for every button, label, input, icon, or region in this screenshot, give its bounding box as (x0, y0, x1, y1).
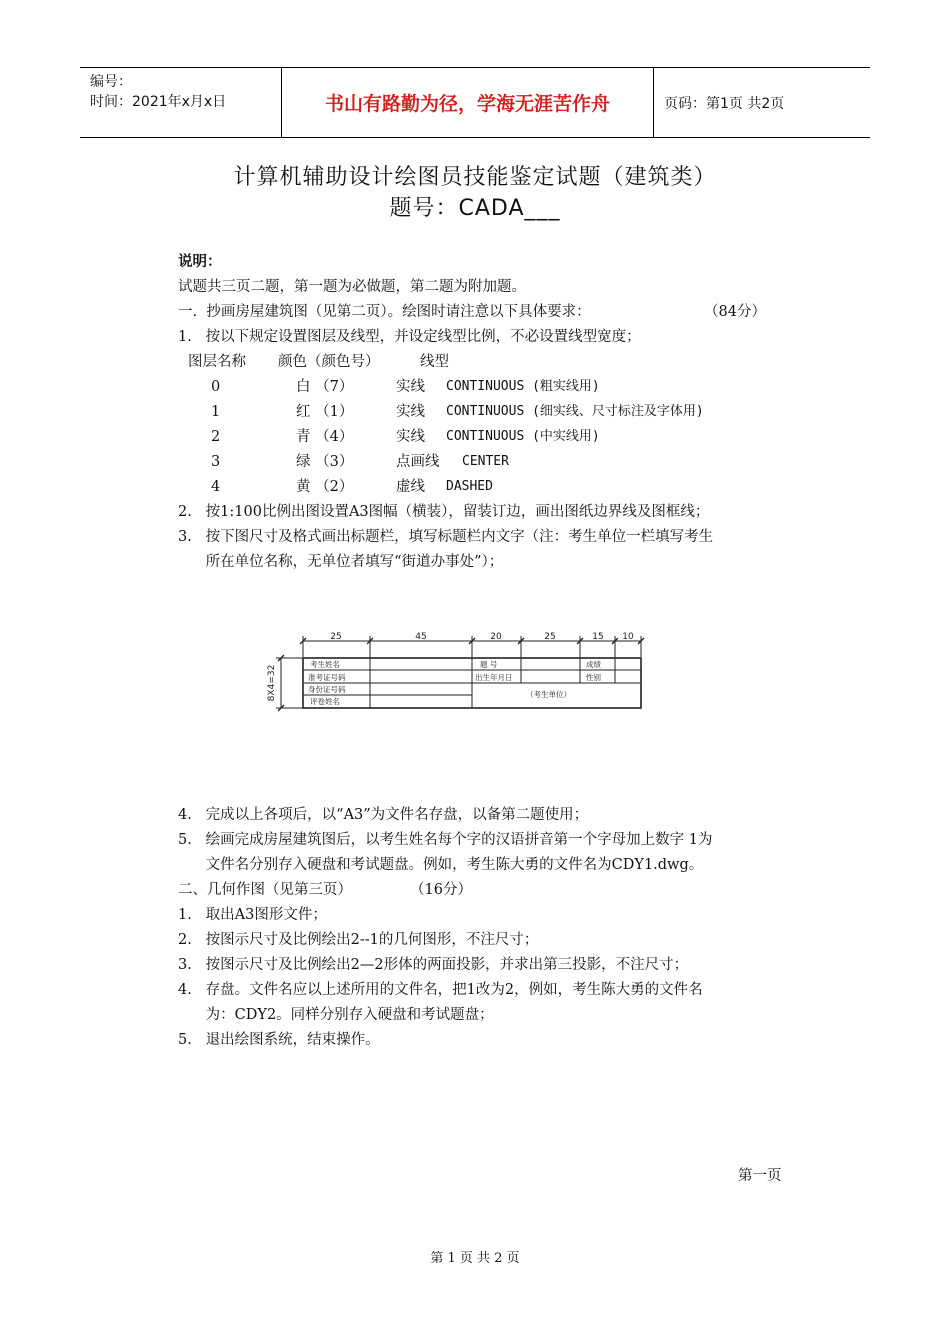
section1-heading: 一. 抄画房屋建筑图（见第二页）。绘图时请注意以下具体要求： (178, 304, 591, 320)
section1-item5-cont: 文件名分别存入硬盘和考试题盘。例如，考生陈大勇的文件名为CDY1.dwg。 (178, 857, 704, 873)
dim-25a: 25 (330, 632, 342, 642)
layer-color: 红 （1） (296, 404, 354, 420)
section1-item3: 3. 按下图尺寸及格式画出标题栏，填写标题栏内文字（注：考生单位一栏填写考生 (178, 529, 714, 545)
section2-item5: 5. 退出绘图系统，结束操作。 (178, 1032, 380, 1048)
page-footer: 第 1 页 共 2 页 (430, 1251, 520, 1266)
dim-height: 8X4=32 (267, 664, 277, 702)
layer-id: 4 (211, 479, 221, 495)
section1-item4: 4. 完成以上各项后，以“A3”为文件名存盘，以备第二题使用； (178, 807, 589, 823)
note-label: 说明： (178, 254, 222, 270)
section2-item4: 4. 存盘。文件名应以上述所用的文件名，把1改为2，例如，考生陈大勇的文件名 (178, 982, 703, 998)
tb-idcard-label: 身份证号码 (308, 685, 346, 694)
layer-color: 黄 （2） (296, 479, 354, 495)
tb-unit-label: （考生单位） (526, 690, 571, 699)
layer-kind: 实线 (396, 379, 425, 395)
layer-header-type: 线型 (420, 354, 449, 370)
section1-item1: 1. 按以下规定设置图层及线型，并设定线型比例，不必设置线型宽度； (178, 329, 641, 345)
layer-kind: 点画线 (396, 454, 440, 470)
layer-id: 1 (211, 404, 221, 420)
dim-25b: 25 (544, 632, 556, 642)
dim-20: 20 (490, 632, 502, 642)
header-table (80, 67, 870, 138)
layer-kind: 虚线 (396, 479, 425, 495)
layer-color: 绿 （3） (296, 454, 354, 470)
section1-item3-cont: 所在单位名称，无单位者填写“街道办事处”）； (178, 554, 504, 570)
section2-item3: 3. 按图示尺寸及比例绘出2—2形体的两面投影，并求出第三投影，不注尺寸； (178, 957, 689, 973)
page-title: 计算机辅助设计绘图员技能鉴定试题（建筑类） (233, 165, 717, 190)
layer-color: 白 （7） (296, 379, 354, 395)
section1-item2: 2. 按1:100比例出图设置A3图幅（横装），留装订边，画出图纸边界线及图框线； (178, 504, 710, 520)
question-number: 题号：CADA___ (389, 196, 561, 221)
section2-heading: 二、几何作图（见第三页） (178, 882, 352, 898)
date-label: 时间：2021年x月x日 (90, 94, 227, 110)
header-left-cell (80, 68, 281, 137)
tb-sex-label: 性别 (586, 673, 601, 682)
layer-id: 0 (211, 379, 221, 395)
page-mark: 第一页 (738, 1168, 782, 1184)
dim-45: 45 (415, 632, 427, 642)
page-info: 页码：第1页 共2页 (664, 95, 785, 112)
section2-item4-cont: 为：CDY2。同样分别存入硬盘和考试题盘； (178, 1007, 494, 1023)
code-label: 编号： (90, 74, 132, 90)
layer-header-name: 图层名称 (188, 354, 246, 370)
layer-kind: 实线 (396, 429, 425, 445)
dim-10: 10 (622, 632, 634, 642)
layer-linetype: CENTER (462, 454, 509, 469)
tb-exam-id-label: 准考证号码 (308, 673, 346, 682)
layer-linetype: CONTINUOUS (细实线、尺寸标注及字体用) (446, 404, 704, 419)
section2-item1: 1. 取出A3图形文件； (178, 907, 327, 923)
layer-color: 青 （4） (296, 429, 354, 445)
layer-kind: 实线 (396, 404, 425, 420)
tb-grader-label: 评卷姓名 (310, 697, 340, 706)
tb-name-label: 考生姓名 (310, 660, 340, 669)
layer-linetype: CONTINUOUS (中实线用) (446, 429, 600, 444)
section2-item2: 2. 按图示尺寸及比例绘出2--1的几何图形，不注尺寸； (178, 932, 539, 948)
dim-15: 15 (592, 632, 604, 642)
motto: 书山有路勤为径，学海无涯苦作舟 (281, 68, 654, 137)
tb-birth-label: 出生年月日 (475, 673, 513, 682)
layer-linetype: DASHED (446, 479, 493, 494)
layer-header-color: 颜色（颜色号） (278, 354, 380, 370)
note-text: 试题共三页二题，第一题为必做题，第二题为附加题。 (178, 279, 526, 295)
layer-id: 3 (211, 454, 221, 470)
section1-item5: 5. 绘画完成房屋建筑图后，以考生姓名每个字的汉语拼音第一个字母加上数字 1为 (178, 832, 713, 848)
layer-id: 2 (211, 429, 221, 445)
section2-score: （16分） (410, 882, 472, 898)
section1-score: （84分） (704, 304, 766, 320)
tb-question-label: 题 号 (480, 660, 498, 669)
tb-score-label: 成绩 (586, 660, 601, 669)
layer-linetype: CONTINUOUS (粗实线用) (446, 379, 600, 394)
